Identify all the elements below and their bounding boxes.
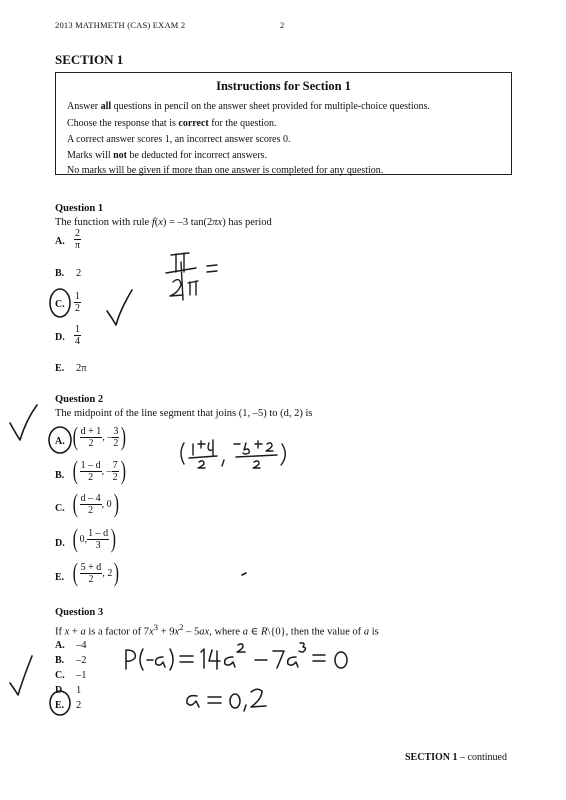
q3-option-c-value: –1 bbox=[76, 670, 87, 681]
instruction-line-2: Choose the response that is correct for the question. bbox=[67, 118, 277, 129]
question-2-stem: The midpoint of the line segment that joins (1, –5) to (d, 2) is bbox=[55, 408, 313, 419]
q2-option-c-value: ( $\frac{d - 4}{2}$ , 0 ) bbox=[72, 489, 119, 518]
instruction-line-5: No marks will be given if more than one answer is completed for any question. bbox=[67, 165, 384, 176]
question-2-title: Question 2 bbox=[55, 394, 104, 405]
q3-tick-mark bbox=[10, 656, 32, 695]
section-title: SECTION 1 bbox=[55, 52, 124, 67]
question-1-title: Question 1 bbox=[55, 203, 104, 214]
q2-stray-mark bbox=[242, 573, 246, 575]
q3-option-a-letter[interactable]: A. bbox=[55, 640, 65, 651]
q3-option-e-value: 2 bbox=[76, 700, 82, 711]
instruction-line-1: Answer all questions in pencil on the answer sheet provided for multiple-choice questions. bbox=[67, 101, 430, 112]
q2-option-b-letter[interactable]: B. bbox=[55, 470, 65, 481]
q2-option-d-letter[interactable]: D. bbox=[55, 538, 65, 549]
exam-header: 2013 MATHMETH (CAS) EXAM 2 bbox=[55, 20, 186, 30]
q3-working-line-2 bbox=[187, 689, 266, 711]
q2-option-a-letter[interactable]: A. bbox=[55, 436, 65, 447]
q1-option-a-letter[interactable]: A. bbox=[55, 236, 65, 247]
instruction-line-3: A correct answer scores 1, an incorrect answer scores 0. bbox=[67, 134, 291, 145]
q1-option-b-letter[interactable]: B. bbox=[55, 268, 65, 279]
q3-option-b-letter[interactable]: B. bbox=[55, 655, 65, 666]
q2-option-e-letter[interactable]: E. bbox=[55, 572, 65, 583]
page-number: 2 bbox=[280, 20, 285, 30]
q2-option-e-value: ( $\frac{5 + d}{2}$ , 2 ) bbox=[72, 558, 120, 587]
instructions-box bbox=[55, 72, 512, 175]
instructions-title: Instructions for Section 1 bbox=[216, 79, 351, 93]
q3-option-c-letter[interactable]: C. bbox=[55, 670, 65, 681]
q2-option-a-value: ( $\frac{d + 1}{2}$ , – $\frac{3}{2}$ ) bbox=[72, 422, 127, 451]
instruction-line-4: Marks will not be deducted for incorrect answers. bbox=[67, 150, 267, 161]
q3-option-d-letter[interactable]: D. bbox=[55, 685, 65, 696]
q3-option-d-value: 1 bbox=[76, 685, 82, 696]
q1-option-c-letter[interactable]: C. bbox=[55, 299, 65, 310]
q3-option-b-value: –2 bbox=[76, 655, 87, 666]
q1-option-a-value: $\frac{2}{\pi}$ bbox=[74, 228, 81, 251]
question-3-title: Question 3 bbox=[55, 607, 104, 618]
page-footer: SECTION 1 – continued bbox=[405, 752, 507, 763]
q2-option-b-value: ( $\frac{1 - d}{2}$ , – $\frac{7}{2}$ ) bbox=[72, 456, 126, 485]
q1-tick-mark bbox=[107, 290, 132, 325]
q1-option-b-value: 2 bbox=[76, 268, 82, 279]
q2-option-c-letter[interactable]: C. bbox=[55, 503, 65, 514]
q1-option-c-value: $\frac{1}{2}$ bbox=[75, 291, 80, 314]
question-1-stem: The function with rule f(x) = –3 tan(2πx) has period bbox=[55, 217, 272, 228]
q1-option-e-letter[interactable]: E. bbox=[55, 363, 65, 374]
q3-working-line-1 bbox=[126, 643, 347, 670]
q1-option-e-value: 2π bbox=[76, 363, 87, 374]
q3-option-e-letter[interactable]: E. bbox=[55, 700, 65, 711]
q2-working bbox=[181, 440, 285, 468]
q1-option-d-value: $\frac{1}{4}$ bbox=[75, 324, 80, 347]
question-3-stem: If x + a is a factor of $7x^3 + 9x^2 - 5ax$, where a ∈ R\{0}, then the value of a is bbox=[55, 622, 379, 638]
q1-working bbox=[166, 253, 217, 300]
q1-option-d-letter[interactable]: D. bbox=[55, 332, 65, 343]
q3-option-a-value: –4 bbox=[76, 640, 87, 651]
q2-option-d-value: ( 0, $\frac{1 - d}{3}$ ) bbox=[72, 524, 117, 553]
q2-tick-mark bbox=[10, 405, 37, 440]
